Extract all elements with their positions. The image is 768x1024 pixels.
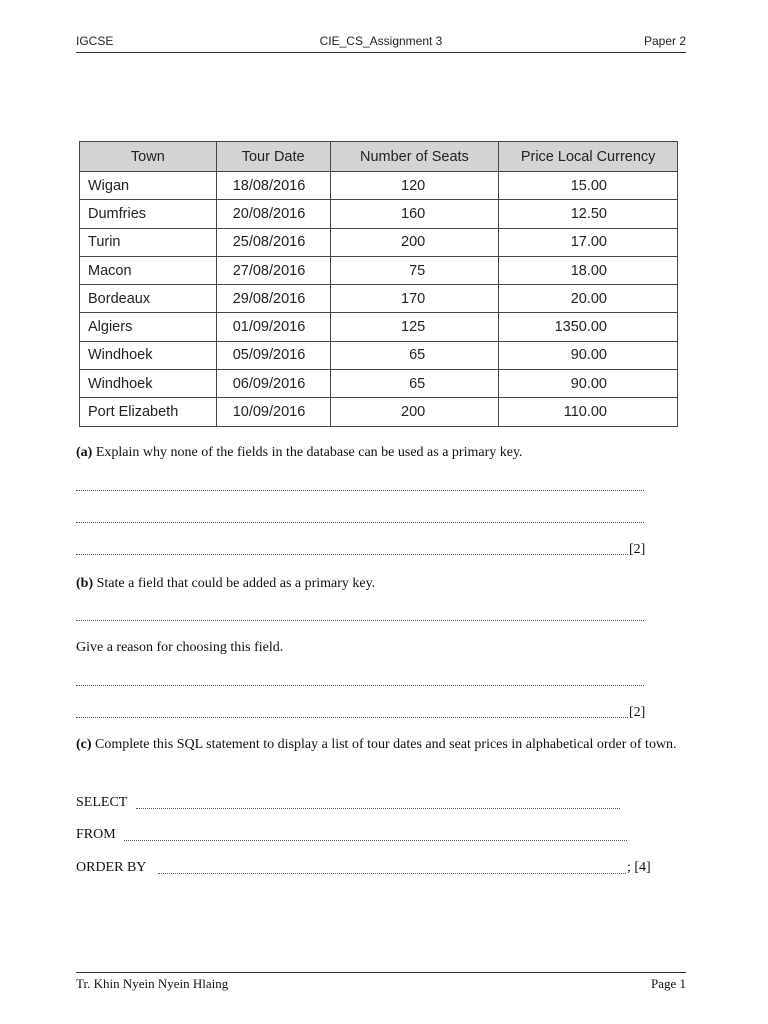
header-paper: Paper 2 [643, 34, 686, 48]
cell-seats: 200 [330, 398, 499, 426]
cell-price: 18.00 [499, 256, 678, 284]
cell-seats: 120 [330, 172, 499, 200]
question-b-text: State a field that could be added as a primary key. [96, 576, 376, 591]
cell-town: Macon [80, 256, 217, 284]
answer-line [136, 794, 620, 809]
answer-line [124, 826, 627, 841]
cell-town: Algiers [80, 313, 217, 341]
answer-line [158, 859, 626, 874]
answer-line [76, 671, 644, 686]
cell-seats: 75 [330, 256, 499, 284]
cell-price: 15.00 [499, 172, 678, 200]
table-row [80, 256, 678, 284]
cell-price: 110.00 [499, 398, 678, 426]
cell-price: 90.00 [499, 370, 678, 398]
table-row [80, 200, 678, 228]
cell-seats: 170 [330, 285, 499, 313]
question-a-text: Explain why none of the fields in the database can be used as a primary key. [95, 445, 523, 460]
page-header [76, 34, 686, 53]
cell-tour-date: 18/08/2016 [216, 172, 330, 200]
question-a-label: (a) [76, 445, 93, 460]
cell-tour-date: 01/09/2016 [216, 313, 330, 341]
cell-seats: 65 [330, 370, 499, 398]
table-row [80, 228, 678, 256]
cell-tour-date: 25/08/2016 [216, 228, 330, 256]
table-row [80, 398, 678, 426]
tours-table [79, 141, 678, 427]
question-b-reason: Give a reason for choosing this field. [76, 640, 284, 655]
cell-tour-date: 05/09/2016 [216, 341, 330, 369]
sql-from-keyword: FROM [76, 827, 116, 842]
answer-line [76, 703, 628, 718]
footer-teacher: Tr. Khin Nyein Nyein Hlaing [76, 976, 229, 991]
table-row [80, 285, 678, 313]
cell-tour-date: 10/09/2016 [216, 398, 330, 426]
question-c-text: Complete this SQL statement to display a list of tour dates and seat prices in alphabetical order of town. [95, 737, 677, 752]
cell-price: 12.50 [499, 200, 678, 228]
column-header-tour-date: Tour Date [216, 142, 330, 172]
cell-town: Windhoek [80, 341, 217, 369]
question-b [76, 575, 688, 593]
cell-tour-date: 20/08/2016 [216, 200, 330, 228]
cell-town: Windhoek [80, 370, 217, 398]
cell-town: Port Elizabeth [80, 398, 217, 426]
cell-tour-date: 27/08/2016 [216, 256, 330, 284]
cell-price: 20.00 [499, 285, 678, 313]
cell-seats: 125 [330, 313, 499, 341]
cell-seats: 160 [330, 200, 499, 228]
cell-town: Turin [80, 228, 217, 256]
cell-seats: 200 [330, 228, 499, 256]
cell-price: 1350.00 [499, 313, 678, 341]
answer-line [76, 476, 644, 491]
cell-tour-date: 29/08/2016 [216, 285, 330, 313]
cell-town: Dumfries [80, 200, 217, 228]
header-title: CIE_CS_Assignment 3 [319, 34, 443, 48]
answer-line [76, 606, 644, 621]
sql-select-keyword: SELECT [76, 795, 128, 810]
column-header-seats: Number of Seats [330, 142, 499, 172]
table-row [80, 370, 678, 398]
question-b-marks: [2] [629, 705, 646, 720]
answer-line [76, 540, 628, 555]
question-c-label: (c) [76, 737, 92, 752]
cell-price: 90.00 [499, 341, 678, 369]
table-header-row [80, 142, 678, 172]
table-row [80, 172, 678, 200]
sql-order-by-keyword: ORDER BY [76, 860, 147, 875]
question-a-marks: [2] [629, 542, 646, 557]
column-header-town: Town [80, 142, 217, 172]
cell-seats: 65 [330, 341, 499, 369]
footer-page-number: Page 1 [650, 976, 686, 991]
cell-price: 17.00 [499, 228, 678, 256]
page-footer [76, 972, 686, 993]
cell-tour-date: 06/09/2016 [216, 370, 330, 398]
question-c-marks: ; [4] [627, 860, 651, 875]
answer-line [76, 508, 644, 523]
table-row [80, 313, 678, 341]
question-c [76, 732, 688, 758]
question-b-label: (b) [76, 576, 94, 591]
cell-town: Wigan [80, 172, 217, 200]
column-header-price: Price Local Currency [499, 142, 678, 172]
question-a [76, 444, 688, 462]
cell-town: Bordeaux [80, 285, 217, 313]
table-row [80, 341, 678, 369]
header-course: IGCSE [76, 34, 114, 48]
